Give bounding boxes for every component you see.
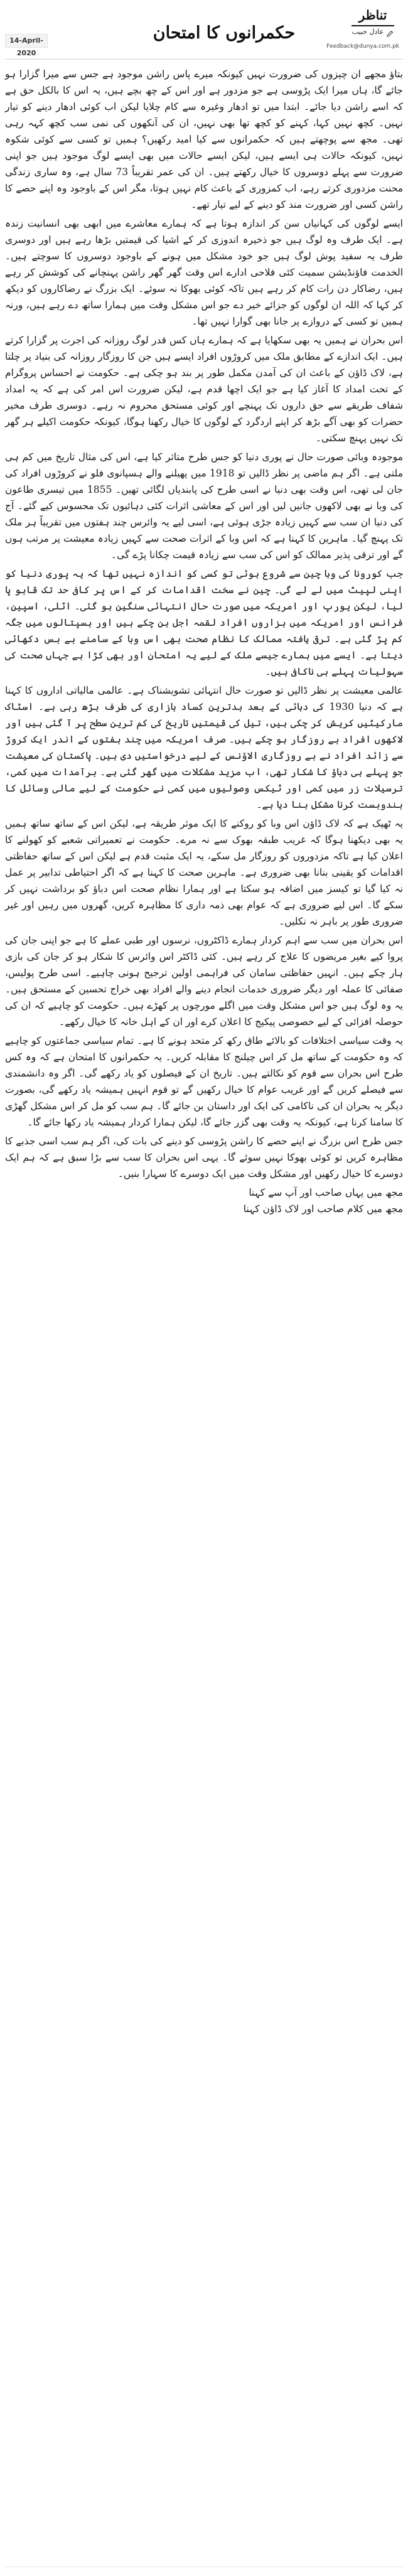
closing-line: مجھ میں یہاں صاحب اور آپ سے کہنا bbox=[249, 1187, 403, 1198]
article-paragraph: موجودہ وبائی صورت حال نے پوری دنیا کو جس طرح متاثر کیا ہے، اس کی مثال تاریخ میں کم ہی ملتی ہے۔ اگر ہم ماضی پر نظر ڈالیں تو 1918 میں پھیلنے والے ہسپانوی فلو نے کروڑوں افراد کی جان لی تھی، اس وقت بھی دنیا نے اسی طرح کی پابندیاں لگائی تھیں۔ 1855 میں تیسری طاعون کی وبا نے بھی لاکھوں جانیں لیں اور اس کے معاشی اثرات کئی دہائیوں تک محسوس کیے گئے۔ آج کی دنیا ان سب سے کہیں زیادہ جڑی ہوئی ہے، اسی لیے یہ وائرس چند ہفتوں میں تقریباً ہر ملک تک پہنچ گیا۔ ماہرین کا کہنا ہے کہ اس وبا کے اثرات صحت سے کہیں زیادہ معیشت پر مرتب ہوں گے اور ترقی پذیر ممالک کو اس کی سب سے زیادہ قیمت چکانا پڑے گی۔ bbox=[5, 451, 403, 561]
article-paragraph: بتاؤ مجھے ان چیزوں کی ضرورت نہیں کیونکہ میرے پاس راشن موجود ہے جس سے میرا گزارا ہو جائے گا، ہاں میرا ایک پڑوسی ہے جو مزدور ہے اور اس کے چھ بچے ہیں، یہ اس کا بالکل حق ہے کہ اسے راشن دیا جائے۔ ابتدا میں تو ادھار وغیرہ سے کام چلایا لیکن اب کوئی ادھار دینے کو تیار نہیں۔ کچھ نہیں کہا، کہنے کو کچھ تھا بھی نہیں، ان کی آنکھوں کی نمی سب کچھ کہہ رہی تھی۔ مجھ سے پوچھتے ہیں کہ حکمرانوں سے کیا امید رکھیں؟ ہمیں تو کسی سے کوئی شکوہ نہیں، کیونکہ حالات ہی ایسے ہیں، لیکن ایسے حالات میں بھی ایسے لوگ موجود ہیں جو اپنی ضرورت سے پہلے دوسروں کا خیال رکھتے ہیں۔ ان کی عمر تقریباً 73 سال ہے، وہ ساری زندگی محنت مزدوری کرتے رہے، اب کمزوری کے باعث کام نہیں ہوتا، مگر اس کے باوجود وہ اپنے حصے کا راشن کسی اور ضرورت مند کو دینے کے لیے تیار تھے۔ bbox=[5, 68, 404, 210]
column-divider bbox=[352, 25, 394, 26]
feedback-email: Feedback@dunya.com.pk bbox=[326, 43, 399, 50]
author-name: عادل حبیب bbox=[352, 28, 384, 36]
article-paragraph: یہ وقت سیاسی اختلافات کو بالائے طاق رکھ کر متحد ہونے کا ہے۔ تمام سیاسی جماعتوں کو چاہیے کہ وہ حکومت کے ساتھ مل کر اس چیلنج کا مقابلہ کریں۔ یہ حکمرانوں کا امتحان ہے کہ وہ کس طرح اس بحران سے قوم کو نکالتے ہیں۔ تاریخ ان کے فیصلوں کو یاد رکھے گی۔ اگر وہ دانشمندی سے فیصلے کریں گے اور غریب عوام کا خیال رکھیں گے تو قوم انہیں ہمیشہ یاد رکھے گی، بصورت دیگر یہ بحران ان کی ناکامی کی ایک اور داستان بن جائے گا۔ ہم سب کو مل کر اس مشکل گھڑی کا سامنا کرنا ہے، کیونکہ یہ وقت بھی گزر جائے گا، لیکن ہمارا کردار ہمیشہ یاد رکھا جائے گا۔ bbox=[5, 1035, 403, 1128]
article-body bbox=[5, 66, 403, 1217]
date-badge: 14-April-2020 bbox=[5, 34, 48, 48]
article-paragraph: عالمی معیشت پر نظر ڈالیں تو صورت حال انتہائی تشویشناک ہے۔ عالمی مالیاتی اداروں کا کہنا ہے کہ دنیا 1930 کی دہائی کے بعد بدترین کساد بازاری کی طرف بڑھ رہی ہے۔ اسٹاک مارکیٹیں کریش کر چکی ہیں، تیل کی قیمتیں تاریخ کی کم ترین سطح پر آ گئی ہیں اور لاکھوں افراد بے روزگار ہو چکے ہیں۔ صرف امریکہ میں چند ہفتوں کے اندر ایک کروڑ سے زائد افراد نے بے روزگاری الاؤنس کے لیے درخواستیں دی ہیں۔ پاکستان کی معیشت جو پہلے ہی دباؤ کا شکار تھی، اب مزید مشکلات میں گھر گئی ہے۔ برآمدات میں کمی، ترسیلات زر میں کمی اور ٹیکس وصولیوں میں کمی نے حکومت کے لیے مالی وسائل کا بندوبست کرنا مشکل بنا دیا ہے۔ bbox=[5, 685, 403, 810]
author-line bbox=[346, 28, 399, 36]
pen-icon bbox=[386, 28, 394, 36]
article-paragraph: یہ ٹھیک ہے کہ لاک ڈاؤن اس وبا کو روکنے کا ایک موثر طریقہ ہے، لیکن اس کے ساتھ ساتھ ہمیں یہ بھی دیکھنا ہوگا کہ غریب طبقہ بھوک سے نہ مرے۔ حکومت نے تعمیراتی شعبے کو کھولنے کا اعلان کیا ہے تاکہ مزدوروں کو روزگار مل سکے، یہ ایک مثبت قدم ہے لیکن اس کے ساتھ حفاظتی اقدامات کو یقینی بنانا بھی ضروری ہے۔ ماہرین صحت کا کہنا ہے کہ اگر احتیاطی تدابیر پر عمل نہ کیا گیا تو کیسز میں اضافہ ہو سکتا ہے اور ہمارا نظام صحت اس دباؤ کو برداشت نہیں کر سکے گا۔ اس لیے ضروری ہے کہ عوام بھی ذمہ داری کا مظاہرہ کریں، گھروں میں رہیں اور غیر ضروری طور پر باہر نہ نکلیں۔ bbox=[5, 818, 403, 927]
article-paragraph: اس بحران میں سب سے اہم کردار ہمارے ڈاکٹروں، نرسوں اور طبی عملے کا ہے جو اپنی جان کی پروا کیے بغیر مریضوں کا علاج کر رہے ہیں۔ کئی ڈاکٹر اس وائرس کا شکار ہو کر جان کی بازی ہار چکے ہیں۔ انہیں حفاظتی سامان کی فراہمی اولین ترجیح ہونی چاہیے۔ اسی طرح پولیس، صفائی کا عملہ اور دیگر ضروری خدمات انجام دینے والے افراد بھی خراج تحسین کے مستحق ہیں۔ یہ وہ لوگ ہیں جو اس مشکل وقت میں اگلے مورچوں پر کھڑے ہیں۔ حکومت کو چاہیے کہ ان کی حوصلہ افزائی کے لیے خصوصی پیکیج کا اعلان کرے اور ان کے اہل خانہ کا خیال رکھے۔ bbox=[5, 935, 403, 1028]
column-brand bbox=[346, 6, 399, 36]
closing-line: مجھ میں کلام صاحب اور لاک ڈاؤن کہنا bbox=[243, 1203, 403, 1215]
masthead bbox=[5, 4, 403, 60]
page-title: حکمرانوں کا امتحان bbox=[153, 23, 296, 43]
article-paragraph: جب کورونا کی وبا چین سے شروع ہوئی تو کسی کو اندازہ نہیں تھا کہ یہ پوری دنیا کو اپنی لپیٹ میں لے لے گی۔ چین نے سخت اقدامات کر کے اس پر کافی حد تک قابو پا لیا، لیکن یورپ اور امریکہ میں صورت حال انتہائی سنگین ہو گئی۔ اٹلی، اسپین، فرانس اور امریکہ میں ہزاروں افراد لقمہ اجل بن چکے ہیں اور ہسپتالوں میں جگہ کم پڑ گئی ہے۔ ترقی یافتہ ممالک کا نظام صحت بھی اس وبا کے سامنے بے بس دکھائی دیتا ہے۔ ایسے میں ہمارے جیسے ملک کے لیے یہ امتحان اور بھی کڑا ہے جہاں صحت کی سہولیات پہلے ہی ناکافی ہیں۔ bbox=[5, 568, 403, 677]
article-paragraph: اس بحران نے ہمیں یہ بھی سکھایا ہے کہ ہمارے ہاں کس قدر لوگ روزانہ کی اجرت پر گزارا کرتے ہیں۔ ایک اندازے کے مطابق ملک میں کروڑوں افراد ایسے ہیں جن کا روزگار روزانہ کی بنیاد پر چلتا ہے، لاک ڈاؤن کے باعث ان کی آمدن مکمل طور پر بند ہو چکی ہے۔ حکومت نے احساس پروگرام کے تحت امداد کا آغاز کیا ہے جو ایک اچھا قدم ہے، لیکن ضرورت اس امر کی ہے کہ یہ امداد شفاف طریقے سے حق داروں تک پہنچے اور کوئی مستحق محروم نہ رہے۔ دوسری طرف مخیر حضرات کو بھی آگے بڑھ کر اپنے اردگرد کے لوگوں کا خیال رکھنا ہوگا، کیونکہ حکومت اکیلے ہر گھر تک نہیں پہنچ سکتی۔ bbox=[5, 335, 403, 444]
column-name: تناظر bbox=[358, 8, 387, 23]
article-paragraph: جس طرح اس بزرگ نے اپنے حصے کا راشن پڑوسی کو دینے کی بات کی، اگر ہم سب اسی جذبے کا مظاہرہ کریں تو کوئی بھوکا نہیں سوئے گا۔ یہی اس بحران کا سب سے بڑا سبق ہے کہ ہم ایک دوسرے کا خیال رکھیں اور مشکل وقت میں ایک دوسرے کا سہارا بنیں۔ bbox=[5, 1135, 403, 1179]
article-paragraph: ایسے لوگوں کی کہانیاں سن کر اندازہ ہوتا ہے کہ ہمارے معاشرے میں ابھی بھی انسانیت زندہ ہے۔ ایک طرف وہ لوگ ہیں جو ذخیرہ اندوزی کر کے اشیا کی قیمتیں بڑھا رہے ہیں اور دوسری طرف یہ سفید پوش لوگ ہیں جو خود مشکل میں ہونے کے باوجود دوسروں کا سوچتے ہیں۔ الخدمت فاؤنڈیشن سمیت کئی فلاحی ادارے اس وقت گھر گھر راشن پہنچانے کی کوشش کر رہے ہیں، رضاکار دن رات کام کر رہے ہیں تاکہ کوئی بھوکا نہ سوئے۔ ایک بزرگ نے رضاکاروں کو دیکھ کر کہا کہ اللہ ان لوگوں کو جزائے خیر دے جو اس مشکل وقت میں ہمارا ساتھ دے رہے ہیں، ورنہ ہمیں تو کسی کے دروازے پر جانا بھی گوارا نہیں تھا۔ bbox=[5, 218, 403, 327]
